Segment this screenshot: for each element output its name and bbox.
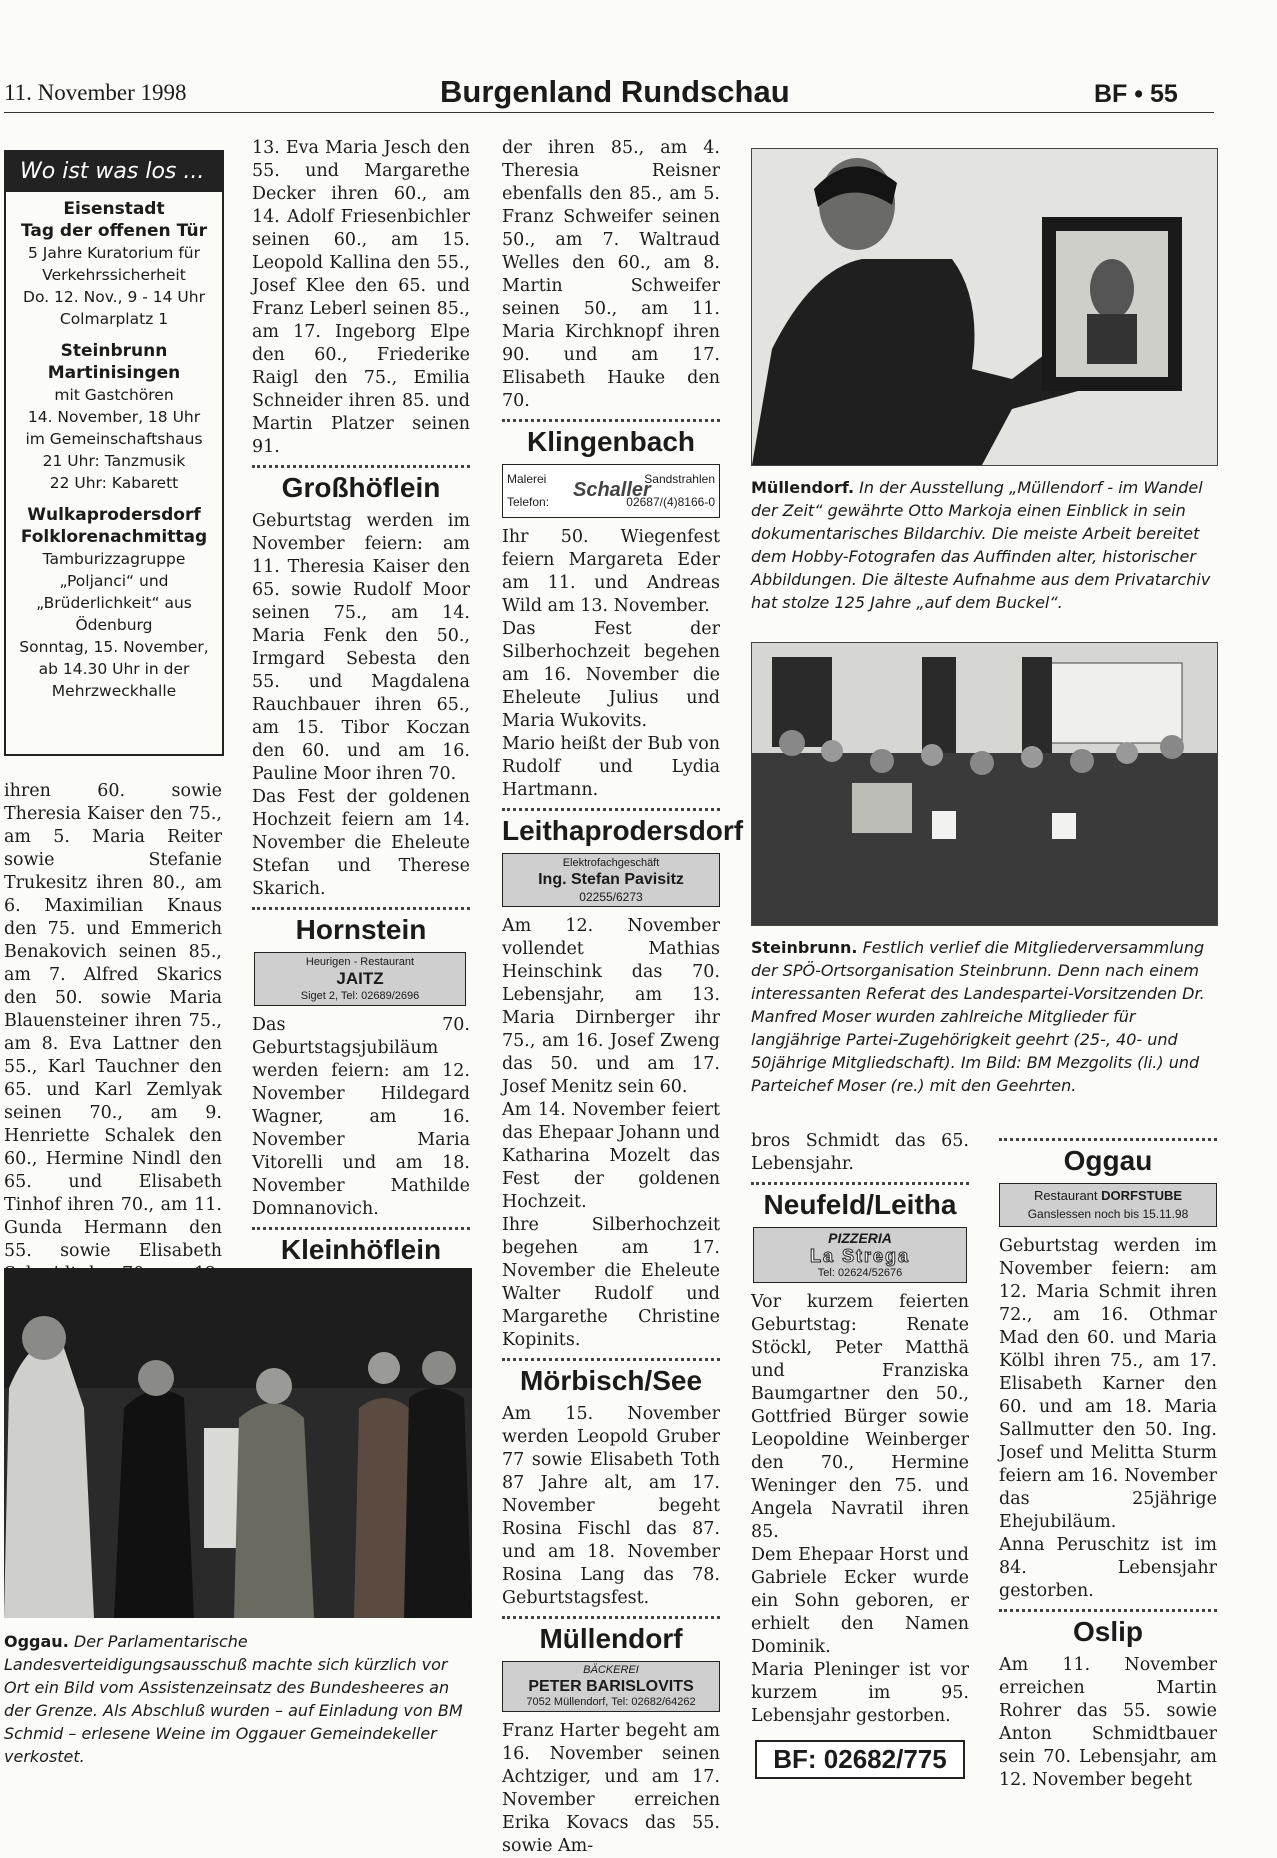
section-title-moerbisch: Mörbisch/See — [519, 1365, 703, 1396]
event-place: Wulkaprodersdorf — [27, 505, 201, 525]
article-text: Am 15. November werden Leopold Gruber 77 sowie Elisabeth Toth 87 Jahre alt, am 17. November begeht Rosina Fischl das 87. und am 18. November Rosina Lang das 78. Geburtstagsfest. — [502, 1404, 720, 1608]
ad-brand: Schaller — [573, 479, 651, 501]
ad-brand: La Strega — [809, 1246, 911, 1266]
event-steinbrunn — [10, 340, 218, 494]
ad-line: Sandstrahlen — [644, 472, 715, 486]
ad-phone: 02255/6273 — [579, 890, 643, 904]
ad-line: Heurigen - Restaurant — [305, 956, 415, 968]
event-detail: 21 Uhr: Tanzmusik — [42, 452, 186, 470]
event-detail: Ödenburg — [75, 616, 153, 634]
events-box — [4, 150, 224, 756]
section-title-oslip: Oslip — [1072, 1616, 1143, 1647]
caption-text: In der Ausstellung „Müllendorf - im Wandel der Zeit“ gewährte Otto Markoja einen Einblick in sein dokumentarisches Bildarchiv. Die meiste Arbeit bereitet dem Hobby-Fotografen das Auffinden alter, historischer Abbildungen. Die älteste Aufnahme aus dem Privatarchiv hat stolze 125 Jahre „auf dem Buckel“. — [751, 478, 1211, 612]
section-title-leithaprodersdorf: Leithaprodersdorf — [502, 815, 744, 846]
article-text: Dem Ehepaar Horst und Gabriele Ecker wurde ein Sohn geboren, er erhielt den Namen Dominik. — [751, 1545, 969, 1657]
event-detail: ab 14.30 Uhr in der — [38, 660, 190, 678]
caption-oggau — [4, 1630, 472, 1768]
caption-text: Festlich verlief die Mitgliederversammlung der SPÖ-Ortsorganisation Steinbrunn. Denn nach einem interessanten Referat des Landespartei-Vorsitzenden Dr. Manfred Moser wurden zahlreiche Mitglieder für langjährige Partei-Zugehörigkeit geehrt (25-, 40- und 50jährige Mitgliedschaft). Im Bild: BM Mezgolits (li.) und Parteichef Moser (re.) mit den Geehrten. — [751, 938, 1205, 1095]
section-divider — [999, 1609, 1217, 1612]
section-title-klingenbach: Klingenbach — [526, 426, 695, 457]
event-detail: Sonntag, 15. November, — [19, 638, 209, 656]
article-text: bros Schmidt das 65. Lebensjahr. — [751, 1131, 969, 1174]
article-text: Ihre Silberhochzeit begehen am 17. November die Eheleute Walter Rudolf und Margarethe Christine Kopinits. — [502, 1215, 720, 1350]
article-text: Am 12. November vollendet Mathias Heinschink das 70. Lebensjahr, am 13. Maria Dirnberger ihr 75., am 16. Josef Zweng das 50. und am 17. Josef Menitz sein 60. — [502, 916, 720, 1097]
ad-line: BÄCKEREI — [583, 1664, 639, 1676]
article-text: Maria Pleninger ist vor kurzem im 95. Lebensjahr gestorben. — [751, 1660, 969, 1726]
ad-line: Siget 2, Tel: 02689/2696 — [300, 990, 420, 1002]
ad-brand: DORFSTUBE — [1101, 1188, 1183, 1203]
event-detail: Mehrzweckhalle — [51, 682, 177, 700]
ad-la-strega — [753, 1227, 967, 1283]
ad-barislovits — [502, 1661, 720, 1712]
newspaper-title: Burgenland Rundschau — [440, 74, 790, 109]
event-detail: im Gemeinschaftshaus — [25, 430, 203, 448]
article-text: Mario heißt der Bub von Rudolf und Lydia Hartmann. — [502, 734, 720, 800]
section-title-kleinhoeflein: Kleinhöflein — [280, 1234, 442, 1265]
article-text: 13. Eva Maria Jesch den 55. und Margarethe Decker ihren 60., am 14. Adolf Friesenbichler seinen 60., am 15. Leopold Kallina den 55., Josef Klee den 65. und Franz Leberl seinen 85., am 17. Ingeborg Elpe den 60., Friederike Raigl den 75., Emilia Schneider ihren 85. und Martin Platzer seinen 91. — [252, 138, 470, 457]
section-divider — [252, 907, 470, 910]
event-detail: mit Gastchören — [54, 386, 174, 404]
photo-muellendorf-image — [752, 149, 1217, 465]
section-title-grosshoeflein: Großhöflein — [281, 472, 441, 503]
photo-muellendorf — [751, 148, 1218, 466]
article-text: Franz Harter begeht am 16. November seinen Achtziger, und am 17. November erreichen Erika Kovacs das 55. sowie Am- — [502, 1721, 720, 1856]
ad-dorfstube — [999, 1183, 1217, 1227]
header-rule — [4, 112, 1214, 113]
article-text: Das Fest der goldenen Hochzeit feiern am 14. November die Eheleute Stefan und Therese Skarich. — [252, 787, 470, 899]
article-text: ihren 60. sowie Theresia Kaiser den 75., am 5. Maria Reiter sowie Stefanie Trukesitz ihren 80., am 6. Maximilian Knaus den 75. und Emmerich Benakovich seinen 85., am 7. Alfred Skarics den 50. sowie Maria Blauensteiner ihren 75., am 8. Eva Lattner den 55., Karl Tauchner den 65. und Karl Zemlyak seinen 70., am 9. Henriette Schalek den 60., Hermine Nindl den 65. und Elisabeth Tinhof ihren 70., am 11. Gunda Hermann den 55. sowie Elisabeth — [4, 781, 222, 1261]
page-number: BF • 55 — [1094, 80, 1178, 108]
article-text: Anna Peruschitz ist im 84. Lebensjahr gestorben. — [999, 1535, 1217, 1601]
photo-steinbrunn — [751, 642, 1218, 926]
article-text: Ihr 50. Wiegenfest feiern Margareta Eder am 11. und Andreas Wild am 13. November. — [502, 527, 720, 616]
section-divider — [502, 808, 720, 811]
article-text: Vor kurzem feierten Geburtstag: Renate Stöckl, Peter Matthä und Franziska Baumgartner den 50., Gottfried Bürger sowie Leopoldine Weinberger den 70., Hermine Weninger den 75. und Angela Navratil ihren 85. — [751, 1292, 969, 1542]
event-name: Folklorenachmittag — [20, 527, 208, 547]
section-divider — [502, 1358, 720, 1361]
ad-phone: Tel: 02624/52676 — [817, 1267, 903, 1279]
section-divider — [252, 465, 470, 468]
section-divider — [751, 1182, 969, 1185]
event-detail: Tamburizzagruppe — [42, 550, 186, 568]
section-title-hornstein: Hornstein — [295, 914, 427, 945]
event-detail: 22 Uhr: Kabarett — [49, 474, 179, 492]
column-3 — [502, 137, 744, 1858]
caption-place: Müllendorf. — [751, 478, 855, 497]
caption-steinbrunn — [751, 936, 1216, 1097]
article-text: Geburtstag werden im November feiern: am 11. Theresia Kaiser den 65. sowie Rudolf Moor seinen 75., am 14. Maria Fenk den 50., Irmgard Sebesta den 55. und Magdalena Rauchbauer ihren 65., am 15. Tibor Koczan den 60. und am 16. Pauline Moor ihren 70. — [252, 511, 470, 784]
event-detail: „Brüderlichkeit“ aus — [36, 594, 192, 612]
ad-line: Elektrofachgeschäft — [562, 857, 660, 869]
ad-line: Restaurant — [1033, 1188, 1098, 1203]
section-title-neufeld: Neufeld/Leitha — [763, 1189, 957, 1220]
article-text: Geburtstag werden im November feiern: am 12. Maria Schmit ihren 72., am 16. Othmar Mad den 60. und Maria Kölbl ihren 75., am 17. Elisabeth Karner den 60. und am 18. Maria Sallmutter den 50. Ing. Josef und Melitta Sturm feiern am 16. November das 25jährige Ehejubiläum. — [999, 1236, 1217, 1532]
section-divider — [252, 1227, 470, 1230]
ad-line: Malerei — [507, 472, 547, 486]
ad-brand: Ing. Stefan Pavisitz — [538, 871, 684, 888]
event-place: Eisenstadt — [63, 199, 165, 219]
event-name: Martinisingen — [47, 363, 181, 383]
event-place: Steinbrunn — [60, 341, 168, 361]
ad-brand: PETER BARISLOVITS — [528, 1678, 694, 1695]
ad-brand: JAITZ — [336, 969, 384, 988]
event-detail: 5 Jahre Kuratorium für — [27, 244, 200, 262]
events-box-title: Wo ist was los ... — [6, 152, 222, 192]
ad-line: Telefon: — [507, 495, 550, 509]
section-title-muellendorf: Müllendorf — [539, 1623, 683, 1654]
ad-jaitz — [254, 952, 466, 1006]
ad-schaller — [502, 464, 720, 518]
ad-pavisitz — [502, 853, 720, 907]
event-detail: Colmarplatz 1 — [59, 310, 169, 328]
bf-phone-box: BF: 02682/775 — [755, 1740, 965, 1779]
section-divider — [502, 419, 720, 422]
section-title-oggau: Oggau — [1063, 1145, 1153, 1176]
event-detail: 14. November, 18 Uhr — [27, 408, 201, 426]
issue-date: 11. November 1998 — [4, 80, 187, 105]
section-divider — [502, 1616, 720, 1619]
event-name: Tag der offenen Tür — [20, 221, 208, 241]
event-detail: Verkehrssicherheit — [42, 266, 186, 284]
ad-line: PIZZERIA — [828, 1230, 892, 1246]
caption-muellendorf — [751, 476, 1216, 614]
ad-phone: 02687/(4)8166-0 — [626, 495, 715, 509]
article-text: Das Fest der Silberhochzeit begehen am 16. November die Eheleute Julius und Maria Wukovits. — [502, 619, 720, 731]
event-eisenstadt — [10, 198, 218, 330]
event-detail: Do. 12. Nov., 9 - 14 Uhr — [23, 288, 205, 306]
caption-place: Steinbrunn. — [751, 938, 858, 957]
ad-line: 7052 Müllendorf, Tel: 02682/64262 — [526, 1696, 696, 1708]
ad-line: Ganslessen noch bis 15.11.98 — [1027, 1207, 1189, 1221]
photo-oggau — [4, 1268, 472, 1618]
event-wulkaprodersdorf — [10, 504, 218, 702]
column-5 — [999, 1132, 1217, 1792]
caption-text: Der Parlamentarische Landesverteidigungsausschuß machte sich kürzlich vor Ort ein Bild vom Assistenzeinsatz des Bundesheeres an der Grenze. Als Abschluß wurden – auf Einladung von BM Schmid – erlesene Weine im Oggauer Gemeindekeller verkostet. — [4, 1632, 463, 1766]
caption-place: Oggau. — [4, 1632, 69, 1651]
article-text: Das 70. Geburtstagsjubiläum werden feiern: am 12. November Hildegard Wagner, am 16. November Maria Vitorelli und am 18. November Mathilde Domnanovich. — [252, 1015, 470, 1219]
column-1-text — [4, 780, 222, 1332]
article-text: der ihren 85., am 4. Theresia Reisner ebenfalls den 85., am 5. Franz Schweifer seinen 50., am 7. Waltraud Welles den 60., am 8. Martin Schweifer seinen 50., am 11. Maria Kirchknopf ihren 90. und am 17. Elisabeth Hauke den 70. — [502, 138, 720, 411]
article-text: Am 14. November feiert das Ehepaar Johann und Katharina Mozelt das Fest der goldenen Hochzeit. — [502, 1100, 720, 1212]
section-divider — [999, 1138, 1217, 1141]
column-2 — [252, 137, 470, 1364]
event-detail: „Poljanci“ und — [59, 572, 169, 590]
column-4 — [751, 1130, 969, 1779]
article-text: Am 11. November erreichen Martin Rohrer das 55. sowie Anton Schmidtbauer sein 70. Lebensjahr, am 12. November begeht — [999, 1655, 1217, 1790]
photo-oggau-image — [4, 1268, 472, 1618]
photo-steinbrunn-image — [752, 643, 1217, 925]
